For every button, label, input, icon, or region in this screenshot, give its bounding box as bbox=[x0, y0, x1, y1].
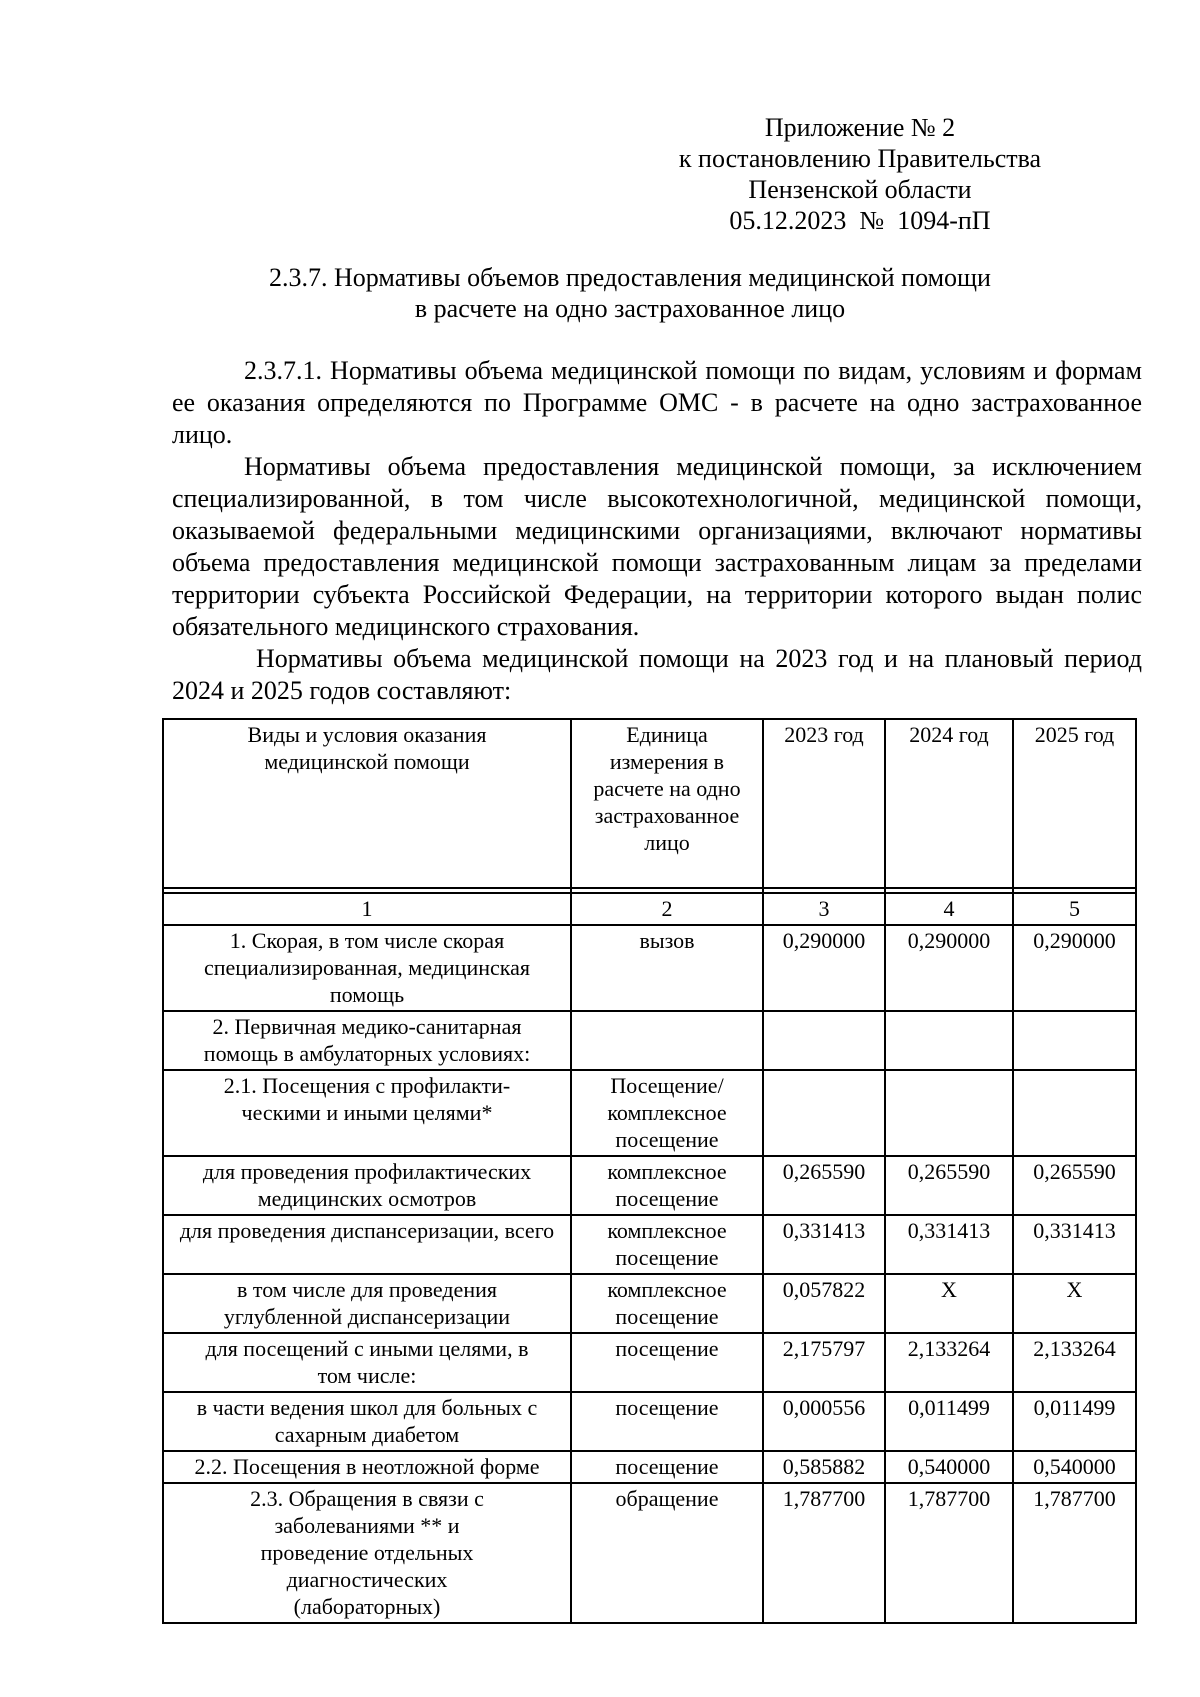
cell-2024 bbox=[885, 1070, 1013, 1156]
annex-subtitle: к постановлению Правительства bbox=[678, 144, 1042, 173]
cell-2024: Х bbox=[885, 1274, 1013, 1333]
table-row bbox=[163, 925, 1136, 1011]
table-row bbox=[163, 1156, 1136, 1215]
paragraph-3: Нормативы объема медицинской помощи на 2023 год и на плановый период 2024 и 2025 годов составляют: bbox=[172, 644, 1142, 705]
cell-2024: 0,540000 bbox=[885, 1451, 1013, 1483]
cell-2025: 0,011499 bbox=[1013, 1392, 1136, 1451]
section-heading bbox=[180, 262, 1080, 324]
cell-2023: 0,000556 bbox=[763, 1392, 885, 1451]
cell-2024 bbox=[885, 1011, 1013, 1070]
cell-unit: посещение bbox=[571, 1333, 763, 1392]
header-unit: Единица измерения в расчете на одно застрахованное лицо bbox=[571, 719, 763, 888]
cell-type: 1. Скорая, в том числе скорая специализированная, медицинская помощь bbox=[163, 925, 571, 1011]
cell-2023: 0,057822 bbox=[763, 1274, 885, 1333]
cell-type: в том числе для проведения углубленной диспансеризации bbox=[163, 1274, 571, 1333]
cell-2025: 1,787700 bbox=[1013, 1483, 1136, 1623]
header-2024: 2024 год bbox=[885, 719, 1013, 888]
cell-2023: 0,290000 bbox=[763, 925, 885, 1011]
cell-2025 bbox=[1013, 1011, 1136, 1070]
column-number-row bbox=[163, 893, 1136, 925]
cell-unit: комплексное посещение bbox=[571, 1215, 763, 1274]
table-row bbox=[163, 1451, 1136, 1483]
cell-type: для проведения диспансеризации, всего bbox=[163, 1215, 571, 1274]
table-header-row bbox=[163, 719, 1136, 888]
cell-2023: 1,787700 bbox=[763, 1483, 885, 1623]
cell-2023: 0,585882 bbox=[763, 1451, 885, 1483]
cell-2025: 0,290000 bbox=[1013, 925, 1136, 1011]
column-number-4: 4 bbox=[885, 893, 1013, 925]
cell-type: для посещений с иными целями, в том числе: bbox=[163, 1333, 571, 1392]
cell-unit: Посещение/ комплексное посещение bbox=[571, 1070, 763, 1156]
table-row bbox=[163, 1274, 1136, 1333]
cell-unit bbox=[571, 1011, 763, 1070]
cell-2025: 0,540000 bbox=[1013, 1451, 1136, 1483]
paragraph-1: 2.3.7.1. Нормативы объема медицинской помощи по видам, условиям и формам ее оказания определяются по Программе ОМС - в расчете на одно застрахованное лицо. bbox=[172, 356, 1142, 449]
cell-type: 2.2. Посещения в неотложной форме bbox=[163, 1451, 571, 1483]
section-heading-line1: 2.3.7. Нормативы объемов предоставления медицинской помощи bbox=[269, 263, 991, 292]
annex-date-number: 05.12.2023 № 1094-пП bbox=[729, 206, 991, 235]
cell-2025: Х bbox=[1013, 1274, 1136, 1333]
cell-unit: комплексное посещение bbox=[571, 1274, 763, 1333]
cell-2023 bbox=[763, 1070, 885, 1156]
cell-2024: 0,331413 bbox=[885, 1215, 1013, 1274]
cell-2023: 2,175797 bbox=[763, 1333, 885, 1392]
norms-table bbox=[162, 718, 1137, 1624]
table-row bbox=[163, 1070, 1136, 1156]
body-text bbox=[172, 355, 1142, 707]
column-number-5: 5 bbox=[1013, 893, 1136, 925]
cell-2024: 0,265590 bbox=[885, 1156, 1013, 1215]
table-row bbox=[163, 1392, 1136, 1451]
cell-2023 bbox=[763, 1011, 885, 1070]
cell-unit: обращение bbox=[571, 1483, 763, 1623]
section-heading-line2: в расчете на одно застрахованное лицо bbox=[414, 294, 846, 323]
cell-unit: посещение bbox=[571, 1392, 763, 1451]
cell-2024: 2,133264 bbox=[885, 1333, 1013, 1392]
column-number-2: 2 bbox=[571, 893, 763, 925]
paragraph-2: Нормативы объема предоставления медицинской помощи, за исключением специализированной, в том числе высокотехнологичной, медицинской помощи, оказываемой федеральными медицинскими организациями, включают нормативы объема предоставления медицинской помощи застрахованным лицам за пределами территории субъекта Российской Федерации, на территории которого выдан полис обязательного медицинского страхования. bbox=[172, 452, 1142, 641]
cell-2025: 0,265590 bbox=[1013, 1156, 1136, 1215]
table-row bbox=[163, 1011, 1136, 1070]
column-number-3: 3 bbox=[763, 893, 885, 925]
column-number-1: 1 bbox=[163, 893, 571, 925]
cell-2025 bbox=[1013, 1070, 1136, 1156]
cell-unit: комплексное посещение bbox=[571, 1156, 763, 1215]
cell-2024: 0,290000 bbox=[885, 925, 1013, 1011]
annex-region: Пензенской области bbox=[748, 175, 972, 204]
cell-2025: 2,133264 bbox=[1013, 1333, 1136, 1392]
cell-2023: 0,265590 bbox=[763, 1156, 885, 1215]
cell-2023: 0,331413 bbox=[763, 1215, 885, 1274]
cell-type: 2.3. Обращения в связи с заболеваниями ** и проведение отдельных диагностических (лабораторных) bbox=[163, 1483, 571, 1623]
header-2023: 2023 год bbox=[763, 719, 885, 888]
cell-2024: 0,011499 bbox=[885, 1392, 1013, 1451]
cell-unit: посещение bbox=[571, 1451, 763, 1483]
table-row bbox=[163, 1215, 1136, 1274]
table-body bbox=[163, 925, 1136, 1623]
annex-block bbox=[650, 112, 1070, 236]
cell-type: 2.1. Посещения с профилакти-ческими и иными целями* bbox=[163, 1070, 571, 1156]
cell-type: 2. Первичная медико-санитарная помощь в амбулаторных условиях: bbox=[163, 1011, 571, 1070]
header-type: Виды и условия оказания медицинской помощи bbox=[163, 719, 571, 888]
cell-type: для проведения профилактических медицинских осмотров bbox=[163, 1156, 571, 1215]
cell-type: в части ведения школ для больных с сахарным диабетом bbox=[163, 1392, 571, 1451]
cell-2024: 1,787700 bbox=[885, 1483, 1013, 1623]
cell-2025: 0,331413 bbox=[1013, 1215, 1136, 1274]
table-row bbox=[163, 1483, 1136, 1623]
header-2025: 2025 год bbox=[1013, 719, 1136, 888]
cell-unit: вызов bbox=[571, 925, 763, 1011]
table-row bbox=[163, 1333, 1136, 1392]
annex-title: Приложение № 2 bbox=[764, 113, 956, 142]
